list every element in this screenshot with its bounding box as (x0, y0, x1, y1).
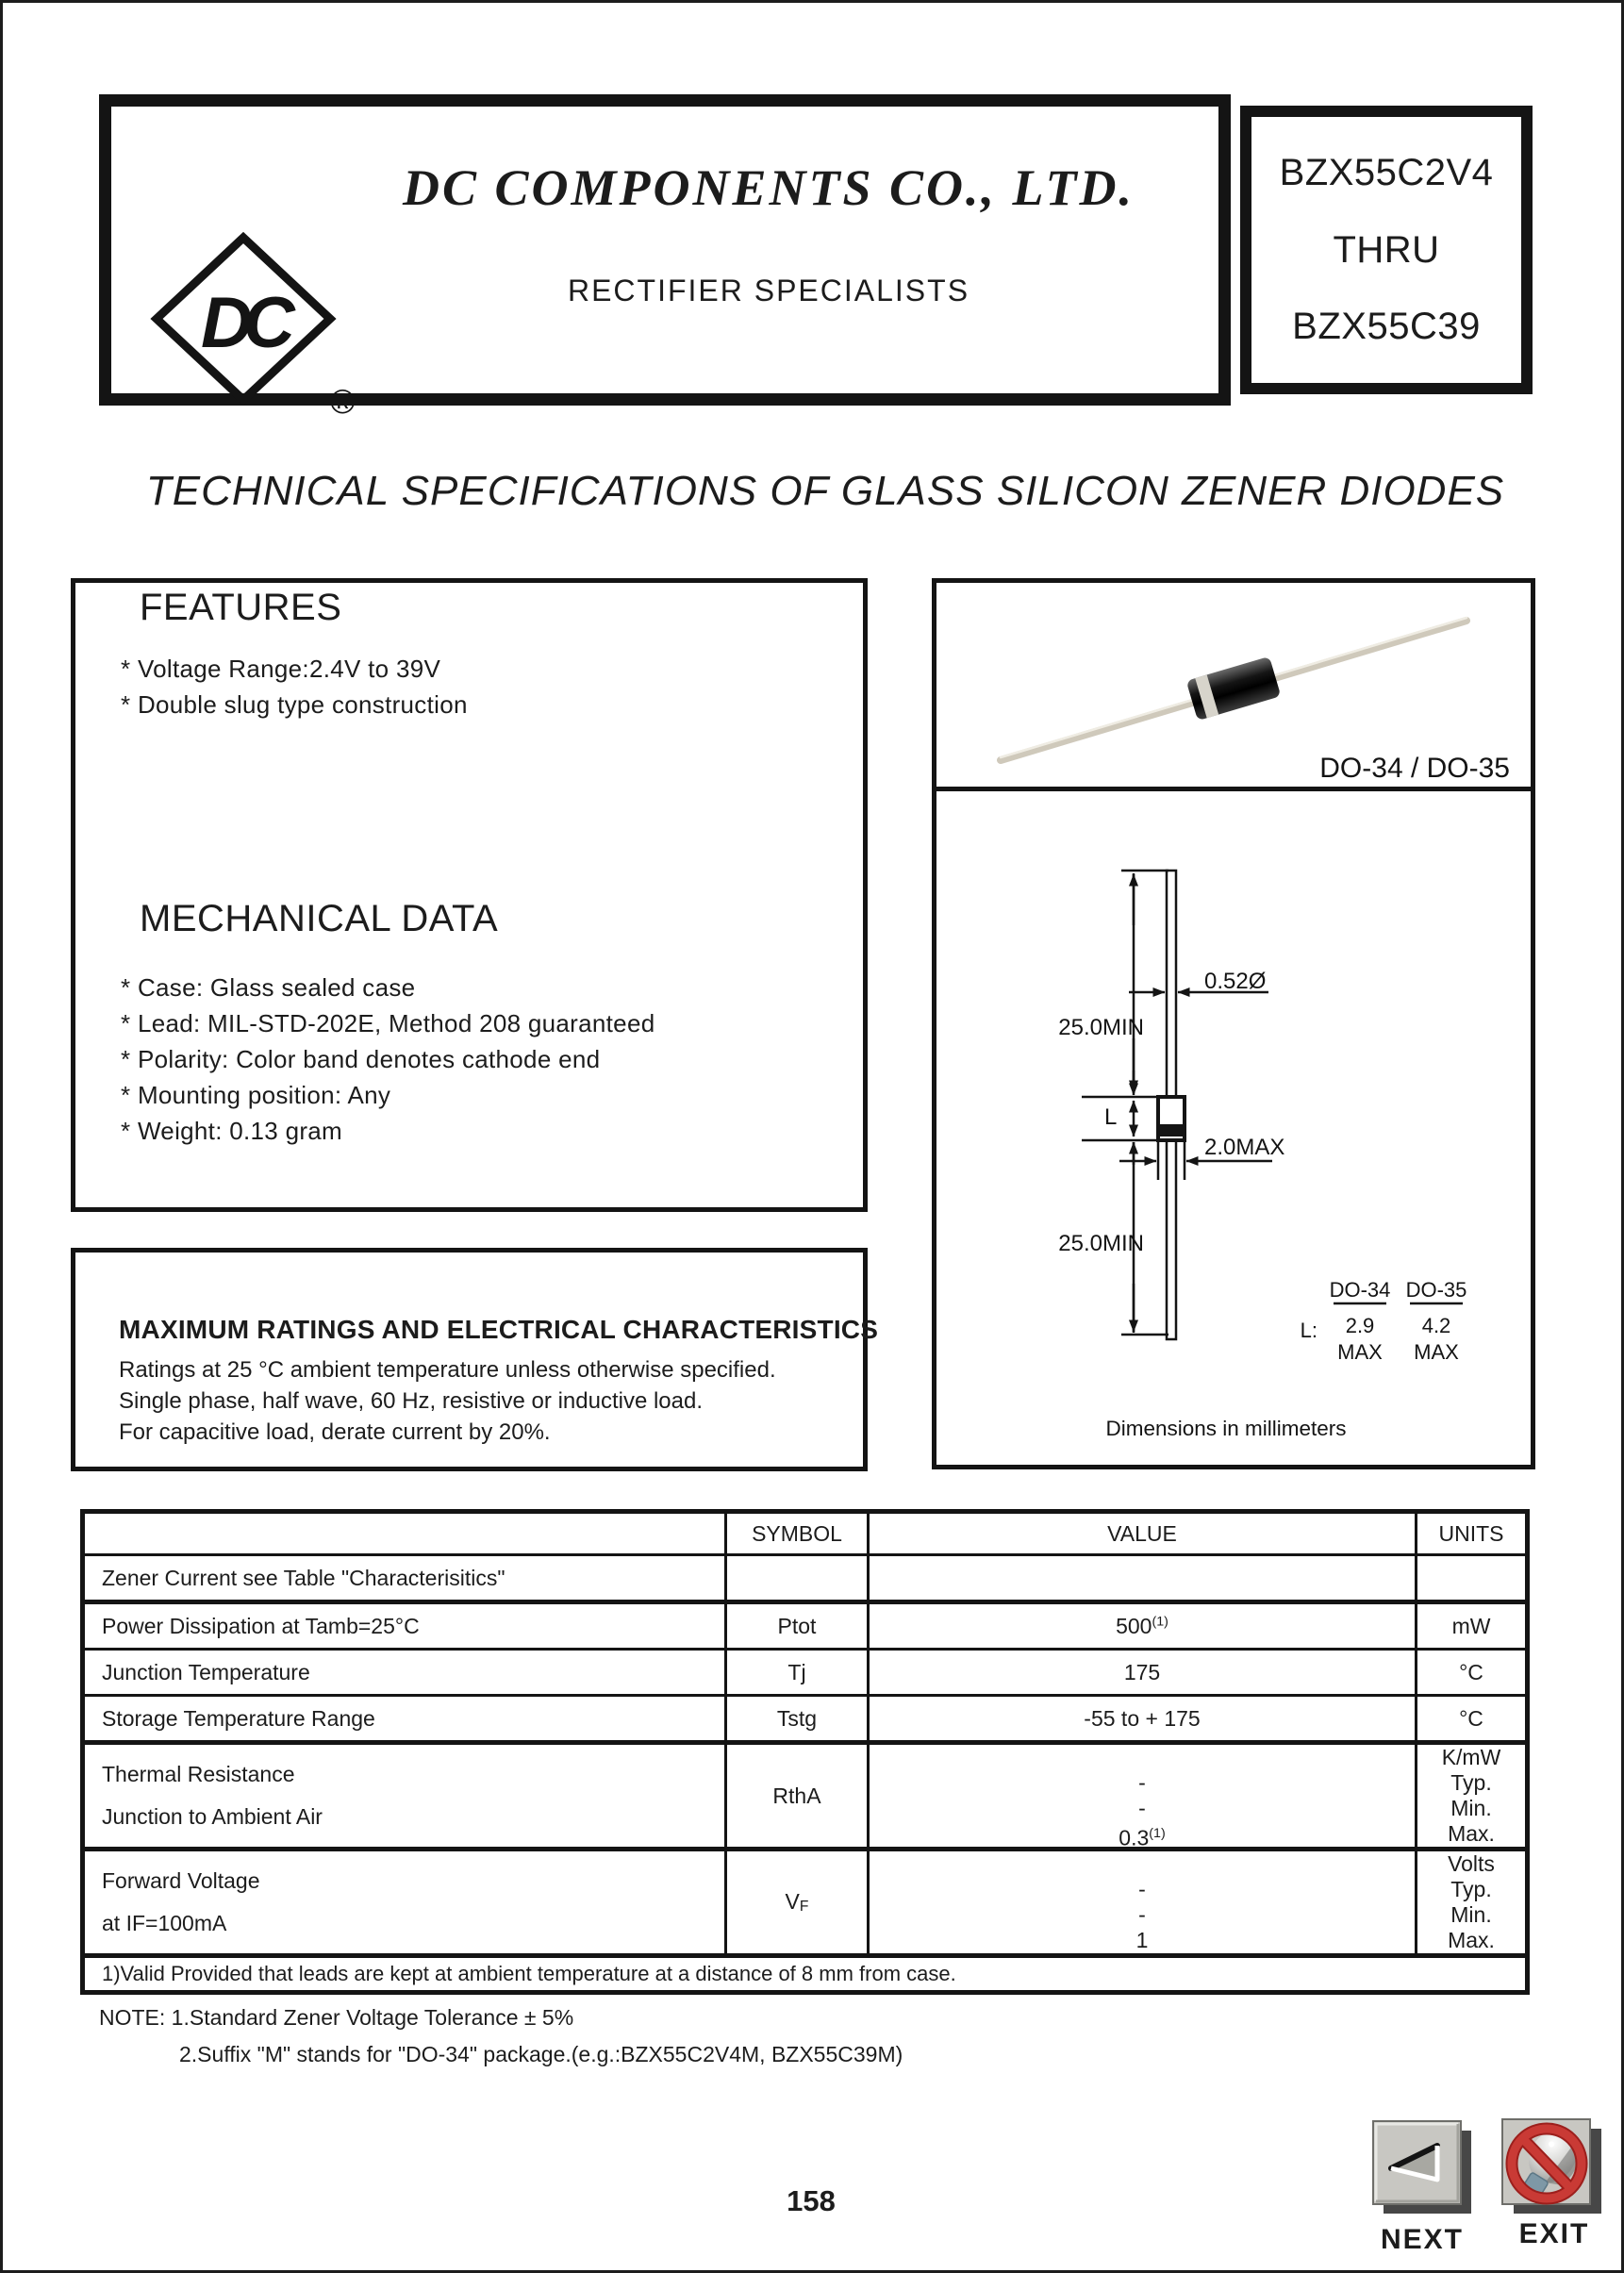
package-type-label: DO-34 / DO-35 (1319, 753, 1510, 784)
value-ptot: 500$^{(1)}$ (869, 1602, 1417, 1650)
symbol-tj: Tj (726, 1650, 869, 1696)
exit-button[interactable] (1501, 2118, 1605, 2218)
symbol-ptot: Ptot (726, 1602, 869, 1650)
part-range-thru: THRU (1333, 228, 1440, 271)
ltable-col2: DO-35 (1405, 1278, 1467, 1302)
units-tj: °C (1417, 1650, 1528, 1696)
feature-item: * Double slug type construction (121, 690, 468, 719)
header-units: UNITS (1417, 1512, 1528, 1555)
table-row (83, 1650, 1528, 1696)
units-tstg: °C (1417, 1696, 1528, 1743)
table-row (83, 1743, 1528, 1850)
lead-diameter-label: 0.52Ø (1204, 969, 1267, 994)
value-vf: - - 1 (869, 1850, 1417, 1956)
top-lead-length-label: 25.0MIN (1058, 1015, 1144, 1040)
diode-body (1186, 656, 1282, 721)
ltable-row-label: L: (1300, 1319, 1317, 1342)
registered-trademark-icon: ® (330, 382, 356, 421)
package-box-divider (932, 787, 1535, 791)
part-range-start: BZX55C2V4 (1279, 151, 1494, 193)
value-tj: 175 (869, 1650, 1417, 1696)
table-header-row (83, 1512, 1528, 1555)
table-footnote-row (83, 1956, 1528, 1993)
ratings-condition: Single phase, half wave, 60 Hz, resistive or inductive load. (119, 1388, 703, 1414)
features-list (121, 651, 468, 722)
company-logo (149, 232, 385, 430)
table-row (83, 1850, 1528, 1956)
next-button-label[interactable]: NEXT (1380, 2224, 1464, 2255)
page-number: 158 (787, 2184, 836, 2217)
mechanical-item: * Lead: MIL-STD-202E, Method 208 guaranteed (121, 1009, 655, 1037)
param-thermal-resistance: Thermal Resistance Junction to Ambient Air (83, 1743, 726, 1850)
logo-monogram: DC (201, 283, 286, 363)
bottom-lead-length-label: 25.0MIN (1058, 1231, 1144, 1256)
table-row (83, 1555, 1528, 1602)
ltable-col1: DO-34 (1329, 1278, 1391, 1302)
param-forward-voltage: Forward Voltage at IF=100mA (83, 1850, 726, 1956)
ltable-max1: MAX (1337, 1340, 1383, 1364)
table-footnote: 1)Valid Provided that leads are kept at ambient temperature at a distance of 8 mm from case. (83, 1956, 1528, 1993)
note-line-2: 2.Suffix "M" stands for "DO-34" package.(e.g.:BZX55C2V4M, BZX55C39M) (179, 2042, 903, 2066)
param-junction-temp: Junction Temperature (83, 1650, 726, 1696)
ratings-condition: Ratings at 25 °C ambient temperature unless otherwise specified. (119, 1357, 776, 1383)
units-vf: Volts Typ. Min. Max. (1417, 1850, 1528, 1956)
symbol-rtha: RthA (726, 1743, 869, 1850)
diode-package-photo (936, 583, 1531, 785)
mechanical-data-heading: MECHANICAL DATA (140, 898, 499, 939)
next-button[interactable] (1372, 2120, 1476, 2218)
symbol-tstg: Tstg (726, 1696, 869, 1743)
mechanical-item: * Mounting position: Any (121, 1081, 391, 1109)
param-power-dissipation: Power Dissipation at Tamb=25°C (83, 1602, 726, 1650)
units-rtha: K/mW Typ. Min. Max. (1417, 1743, 1528, 1850)
ratings-condition: For capacitive load, derate current by 20%. (119, 1419, 551, 1445)
symbol-vf: VF (726, 1850, 869, 1956)
body-length-symbol: L (1104, 1104, 1118, 1130)
table-row (83, 1602, 1528, 1650)
diagram-lines (1082, 871, 1463, 1339)
ltable-val2: 4.2 (1421, 1314, 1451, 1337)
value-rtha: - - 0.3$^{(1)}$ (869, 1743, 1417, 1850)
package-dimension-diagram (936, 793, 1531, 1465)
company-tagline: RECTIFIER SPECIALISTS (567, 274, 970, 307)
table-row (83, 1696, 1528, 1743)
header-parameter (83, 1512, 726, 1555)
ltable-max2: MAX (1414, 1340, 1459, 1364)
param-zener-current: Zener Current see Table "Characterisitics" (83, 1555, 726, 1602)
value-tstg: -55 to + 175 (869, 1696, 1417, 1743)
units-ptot: mW (1417, 1602, 1528, 1650)
ratings-table (80, 1509, 1530, 1995)
header-value: VALUE (869, 1512, 1417, 1555)
part-number-box (1240, 106, 1533, 394)
exit-button-label[interactable]: EXIT (1518, 2218, 1590, 2249)
company-name: DC COMPONENTS CO., LTD. (402, 159, 1135, 216)
header-symbol: SYMBOL (726, 1512, 869, 1555)
dimensions-caption: Dimensions in millimeters (1105, 1417, 1347, 1440)
mechanical-item: * Weight: 0.13 gram (121, 1117, 343, 1145)
page-title: TECHNICAL SPECIFICATIONS OF GLASS SILICON ZENER DIODES (145, 468, 1505, 514)
part-range-end: BZX55C39 (1292, 306, 1481, 348)
features-heading: FEATURES (140, 587, 342, 628)
mechanical-data-list (121, 970, 655, 1149)
param-storage-temp: Storage Temperature Range (83, 1696, 726, 1743)
mechanical-item: * Case: Glass sealed case (121, 973, 416, 1002)
ltable-val1: 2.9 (1345, 1314, 1375, 1337)
maximum-ratings-conditions (119, 1354, 776, 1448)
maximum-ratings-heading: MAXIMUM RATINGS AND ELECTRICAL CHARACTERISTICS (119, 1315, 879, 1344)
mechanical-item: * Polarity: Color band denotes cathode end (121, 1045, 601, 1073)
feature-item: * Voltage Range:2.4V to 39V (121, 655, 441, 683)
body-diameter-label: 2.0MAX (1204, 1135, 1285, 1160)
body-band (1160, 1124, 1183, 1136)
note-line-1: NOTE: 1.Standard Zener Voltage Tolerance ± 5% (99, 2005, 574, 2030)
